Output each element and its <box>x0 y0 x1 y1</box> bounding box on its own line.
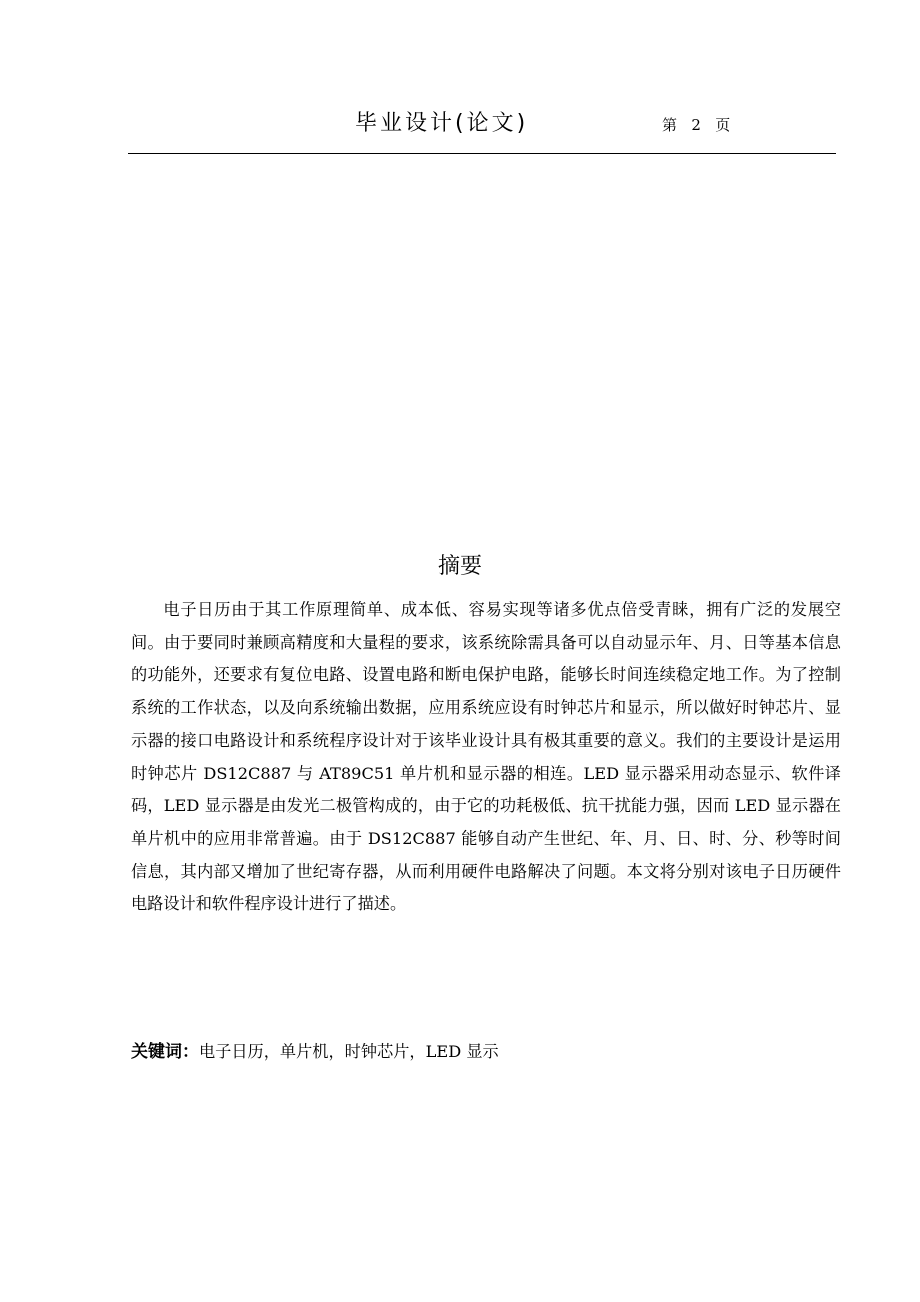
page-suffix: 页 <box>715 116 731 134</box>
abstract-heading: 摘要 <box>437 554 482 579</box>
thesis-header-title: 毕业设计(论文) <box>355 111 529 136</box>
abstract-body: 电子日历由于其工作原理简单、成本低、容易实现等诸多优点倍受青睐，拥有广泛的发展空间。由于要同时兼顾高精度和大量程的要求，该系统除需具备可以自动显示年、月、日等基本信息的功能外，还要求有复位电路、设置电路和断电保护电路，能够长时间连续稳定地工作。为了控制系统的工作状态，以及向系统输出数据，应用系统应设有时钟芯片和显示，所以做好时钟芯片、显示器的接口电路设计和系统程序设计对于该毕业设计具有极其重要的意义。我们的主要设计是运用时钟芯片 DS12C887 与 AT89C51 单片机和显示器的相连。LED 显示器采用动态显示、软件译码，LED 显示器是由发光二极管构成的，由于它的功耗极低、抗干扰能力强，因而 LED 显示器在单片机中的应用非常普遍。由于 DS12C887 能够自动产生世纪、年、月、日、时、分、秒等时间信息，其内部又增加了世纪寄存器，从而利用硬件电路解决了问题。本文将分别对该电子日历硬件电路设计和软件程序设计进行了描述。 <box>131 600 841 914</box>
keywords-value: 电子日历，单片机，时钟芯片，LED 显示 <box>199 1042 499 1061</box>
header-divider <box>128 153 836 154</box>
keywords-label: 关键词： <box>131 1042 199 1062</box>
page-prefix: 第 <box>662 116 678 134</box>
page-number-label <box>662 114 730 135</box>
page-number: 2 <box>691 116 701 134</box>
keywords-line <box>131 1037 499 1062</box>
